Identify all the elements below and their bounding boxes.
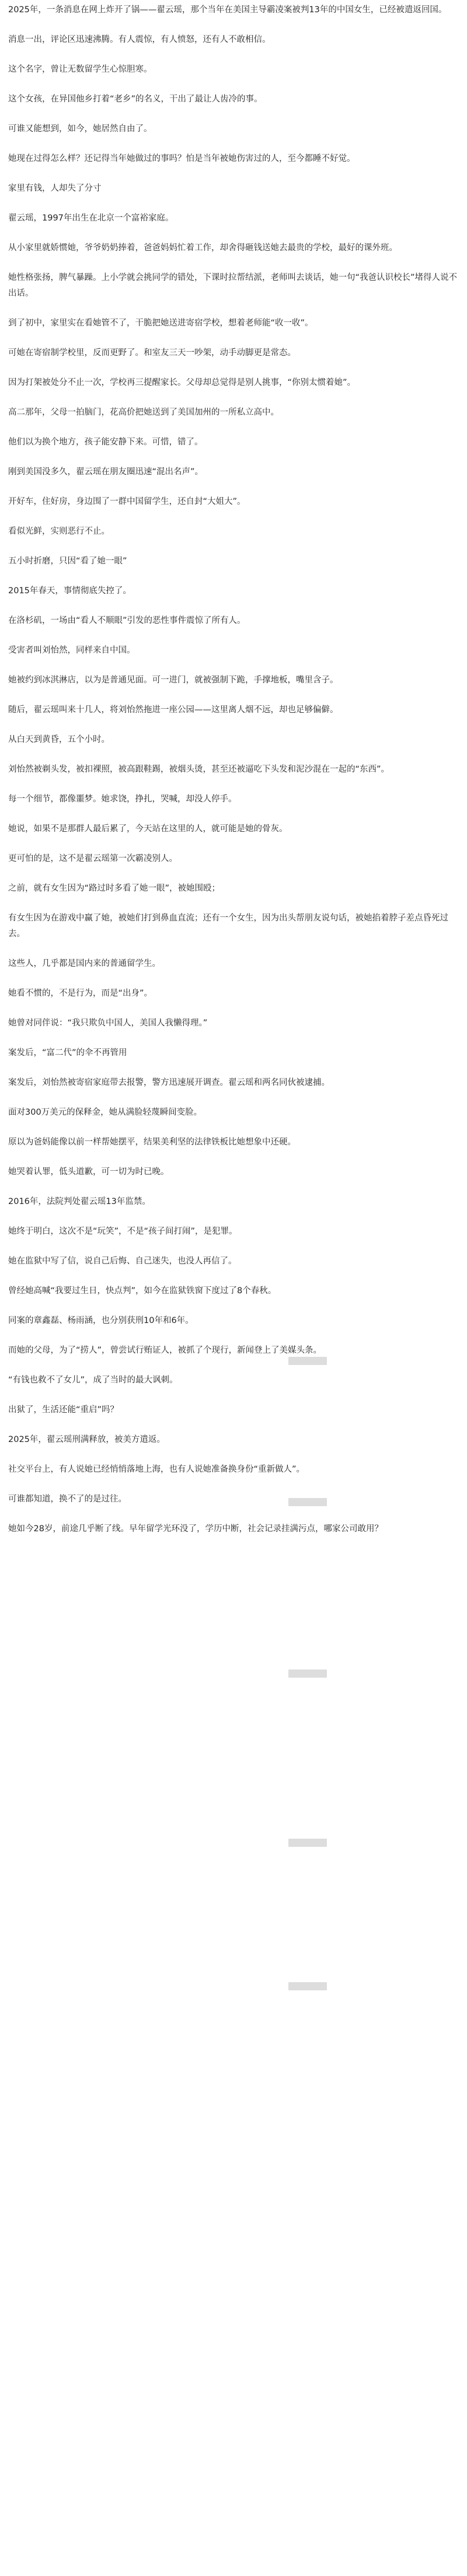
article-paragraph: 她曾对同伴说：“我只欺负中国人，美国人我懒得理。” [8,1019,208,1028]
article-paragraph: 她被约到冰淇淋店，以为是普通见面。可一进门，就被强制下跪，手撑地板，嘴里含子。 [8,676,339,685]
article-paragraph: 出狱了，生活还能“重启”吗？ [8,1405,119,1415]
watermark [288,1839,327,1847]
article-paragraph: 这些人，几乎都是国内来的普通留学生。 [8,959,161,968]
article-paragraph: 看似光鲜，实则恶行不止。 [8,527,110,536]
article-paragraph: 刘怡然被剃头发，被扣裸照，被高跟鞋踢，被烟头烫，甚至还被逼吃下头发和泥沙混在一起的“东西”。 [8,765,390,774]
article-paragraph: 之前，就有女生因为“路过时多看了她一眼”，被她围殴； [8,884,221,893]
article-paragraph: 她哭着认罪，低头道歉，可一切为时已晚。 [8,1167,169,1177]
article-paragraph: 社交平台上，有人说她已经悄悄落地上海，也有人说她准备换身份“重新做人”。 [8,1465,305,1474]
article-paragraph: 同案的章鑫磊、杨雨涵，也分别获刑10年和6年。 [8,1316,194,1325]
article-paragraph: 每一个细节，都像噩梦。她求饶，挣扎，哭喊，却没人停手。 [8,794,237,804]
watermark [288,1498,327,1506]
article-paragraph: 可她在寄宿制学校里，反而更野了。和室友三天一吵架，动手动脚更是常态。 [8,348,296,358]
article-paragraph: 更可怕的是，这不是翟云瑶第一次霸凌别人。 [8,854,177,863]
article-paragraph: 受害者叫刘怡然，同样来自中国。 [8,646,135,655]
article-paragraph: 原以为爸妈能像以前一样帮她摆平，结果美利坚的法律铁板比她想象中还硬。 [8,1138,296,1147]
article-paragraph: 她终于明白，这次不是“玩笑”，不是“孩子间打闹”，是犯罪。 [8,1227,238,1236]
article-paragraph: 他们以为换个地方，孩子能安静下来。可惜，错了。 [8,438,203,447]
article-paragraph: 她如今28岁，前途几乎断了线。早年留学光环没了，学历中断，社会记录挂满污点，哪家公司敢用？ [8,1524,383,1534]
watermark [288,1357,327,1365]
article-paragraph: 五小时折磨，只因“看了她一眼” [8,556,127,566]
article-paragraph: 可谁又能想到，如今，她居然自由了。 [8,124,152,134]
article-paragraph: 从白天到黄昏，五个小时。 [8,735,110,744]
article-paragraph: 刚到美国没多久，翟云瑶在朋友圈迅速“混出名声”。 [8,467,204,477]
article-paragraph: 这个女孩，在异国他乡打着“老乡”的名义，干出了最让人齿冷的事。 [8,94,263,104]
article-paragraph: 2015年春天，事情彻底失控了。 [8,586,131,596]
article-paragraph: 随后，翟云瑶叫来十几人，将刘怡然拖进一座公园——这里离人烟不远，却也足够偏僻。 [8,705,339,715]
article-paragraph: 2016年，法院判处翟云瑶13年监禁。 [8,1197,151,1206]
article-paragraph: 她性格张扬，脾气暴躁。上小学就会挑同学的错处，下课时拉帮结派，老师叫去谈话，她一句“我爸认识校长”堵得人说不出话。 [8,273,458,298]
article-paragraph: 2025年，翟云瑶刑满释放，被美方遣返。 [8,1435,165,1444]
watermark [288,1982,327,1990]
article-paragraph: 家里有钱，人却失了分寸 [8,184,102,193]
article-paragraph: 她看不惯的，不是行为，而是“出身”。 [8,989,153,998]
article-paragraph: 案发后，“富二代”的伞不再管用 [8,1048,127,1058]
article-paragraph: 2025年，一条消息在网上炸开了锅——翟云瑶，那个当年在美国主导霸凌案被判13年的中国女生，已经被遣返回国。 [8,5,447,15]
article-paragraph: 从小家里就娇惯她，爷爷奶奶捧着，爸爸妈妈忙着工作，却舍得砸钱送她去最贵的学校，最好的课外班。 [8,243,398,253]
article-paragraph: 而她的父母，为了“捞人”，曾尝试行贿证人，被抓了个现行，新闻登上了美媒头条。 [8,1346,322,1355]
watermark [288,1670,327,1678]
article-paragraph: 因为打架被处分不止一次，学校再三提醒家长。父母却总觉得是别人挑事，“你别太惯着她”。 [8,378,356,387]
article-paragraph: 翟云瑶，1997年出生在北京一个富裕家庭。 [8,214,174,223]
article-paragraph: 可谁都知道，换不了的是过往。 [8,1494,127,1504]
article-paragraph: 这个名字，曾让无数留学生心惊胆寒。 [8,65,152,74]
article-paragraph: 她在监狱中写了信，说自己后悔、自己迷失，也没人再信了。 [8,1256,237,1266]
article-paragraph: 她现在过得怎么样？还记得当年她做过的事吗？怕是当年被她伤害过的人，至今都睡不好觉。 [8,154,356,163]
article-paragraph: 开好车，住好房，身边围了一群中国留学生，还自封“大姐大”。 [8,497,246,506]
article-paragraph: “有钱也救不了女儿”，成了当时的最大讽刺。 [8,1376,178,1385]
article-paragraph: 曾经她高喊“我要过生日，快点判”，如今在监狱铁窗下度过了8个春秋。 [8,1286,277,1296]
article-paragraph: 在洛杉矶，一场由“看人不顺眼”引发的恶性事件震惊了所有人。 [8,616,246,625]
article-paragraph: 面对300万美元的保释金，她从满脸轻蔑瞬间变脸。 [8,1108,203,1117]
article-paragraph: 案发后，刘怡然被寄宿家庭带去报警，警方迅速展开调查。翟云瑶和两名同伙被逮捕。 [8,1078,330,1087]
article-paragraph: 消息一出，评论区迅速沸腾。有人震惊，有人愤怒，还有人不敢相信。 [8,35,271,44]
article-paragraph: 高二那年，父母一拍脑门，花高价把她送到了美国加州的一所私立高中。 [8,408,279,417]
article-paragraph: 她说，如果不是那群人最后累了，今天站在这里的人，就可能是她的骨灰。 [8,824,288,834]
article-paragraph: 到了初中，家里实在看她管不了，干脆把她送进寄宿学校，想着老师能“收一收”。 [8,318,313,328]
article-paragraph: 有女生因为在游戏中赢了她，被她们打到鼻血直流；还有一个女生，因为出头帮朋友说句话，被她掐着脖子差点昏死过去。 [8,914,448,939]
